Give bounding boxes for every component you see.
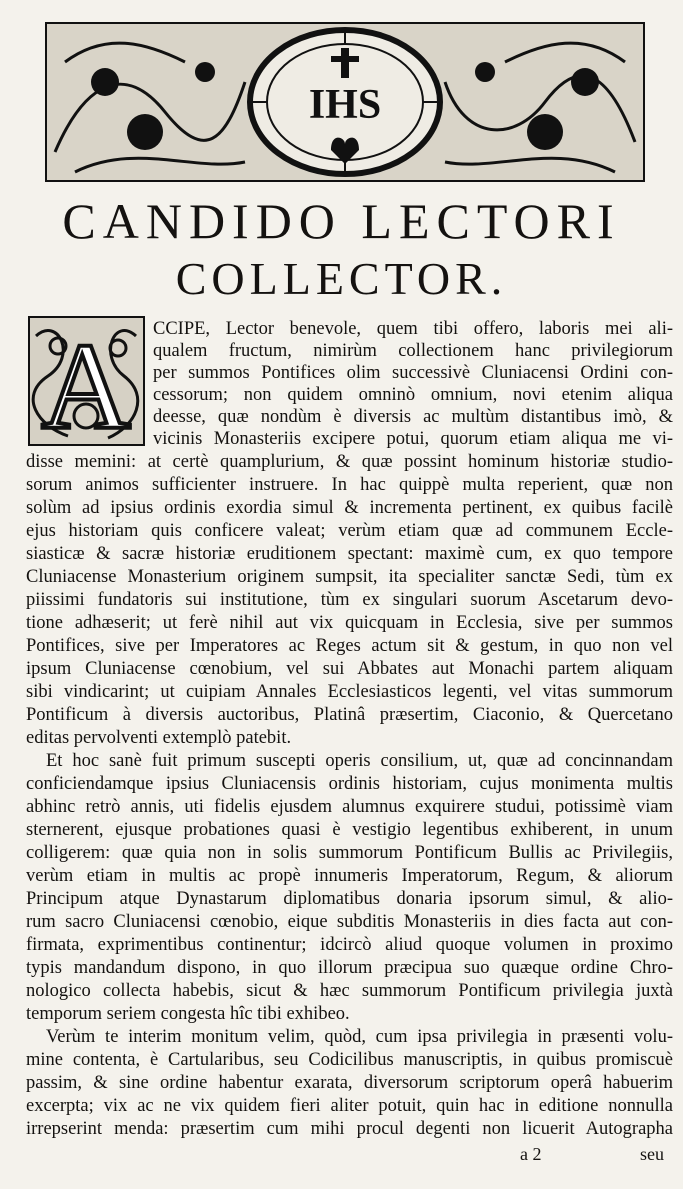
text-line: disse memini: at certè quamplurium, & quæ possint hominum historiæ studio- xyxy=(26,452,673,472)
text-line: tione adhæserit; ut ferè nihil aut vix quicquam in Ecclesia, sive per summos xyxy=(26,613,673,633)
text-line: Pontifices, sive per Imperatores ac Reges actum sit & gestum, in quo non vel xyxy=(26,636,673,656)
text-line: solùm ad ipsius ordinis exordia simul & incrementa pertinent, ex quibus facilè xyxy=(26,498,673,518)
catchword: seu xyxy=(640,1144,664,1164)
text-line: siasticæ & sacræ historiæ eruditionem spectant: maximè cum, ex quo tempore xyxy=(26,544,673,564)
text-line: nologico collecta habebis, sicut & hæc summorum Pontificum privilegia juxtà xyxy=(26,981,673,1001)
text-line: colligerem: quæ quia non in solis summorum Pontificum Bullis ac Privilegiis, xyxy=(26,843,673,863)
text-line: piissimi fundatoris sui institutione, tùm ex singulari suorum Ascetarum devo- xyxy=(26,590,673,610)
text-line: firmata, exprimentibus continentur; idcircò aliud quoque volumen in proximo xyxy=(26,935,673,955)
decorated-initial xyxy=(28,316,145,446)
ihs-monogram: IHS xyxy=(308,82,382,128)
text-line: irrepserint menda: præsertim cum mihi procul degenti non licuerit Autographa xyxy=(26,1119,673,1139)
text-line: Verùm te interim monitum velim, quòd, cum ipsa privilegia in præsenti volu- xyxy=(46,1027,673,1047)
text-line: typis mandandum dispono, in quo illorum præcipua suo quæque ordine Chro- xyxy=(26,958,673,978)
text-line: Principum atque Dynastarum diplomatibus donaria ipsorum simul, & alio- xyxy=(26,889,673,909)
text-line: cessorum; non quidem omninò omnium, novi etenim aliqua xyxy=(153,385,673,405)
text-line: CCIPE, Lector benevole, quem tibi offero, laboris mei ali- xyxy=(153,319,673,339)
text-line: abhinc retrò annis, uti fidelis ejusdem alumnus exquirere studui, potissimè viam xyxy=(26,797,673,817)
heading-line-2: COLLECTOR. xyxy=(175,253,508,304)
text-line: verùm etiam in multis ac propè innumeris Imperatorum, Regum, & aliorum xyxy=(26,866,673,886)
text-line: temporum seriem congesta hîc tibi exhibeo. xyxy=(26,1004,350,1024)
text-line: per summos Pontifices olim successivè Cluniacensi Ordini con- xyxy=(153,363,673,383)
initial-letter: A xyxy=(41,318,131,446)
text-line: ipsum Cluniacense cœnobium, vel sui Abbates aut Monachi partem aliquam xyxy=(26,659,673,679)
text-line: Pontificum à diversis auctoribus, Platinâ præsertim, Ciaconio, & Quercetano xyxy=(26,705,673,725)
text-line: rum sacro Cluniacensi cœnobio, eique subditis Monasteriis in dies facta aut con- xyxy=(26,912,673,932)
text-line: excerpta; vix ac ne vix quidem fieri aliter potuit, quin hac in editione nonnulla xyxy=(26,1096,673,1116)
text-line: vicinis Monasteriis excipere potui, quorum etiam aliqua me vi- xyxy=(153,429,673,449)
text-line: Et hoc sanè fuit primum suscepti operis consilium, ut, quæ ad concinnandam xyxy=(46,751,673,771)
text-line: deesse, quæ nondùm è diversis ac multùm distantibus imò, & xyxy=(153,407,673,427)
text-line: Cluniacense Monasterium originem sumpsit, ita specialiter sanctæ Sedi, tùm ex xyxy=(26,567,673,587)
text-line: sternerent, ejusque probationes quasi è vestigio legentibus exhiberent, in unum xyxy=(26,820,673,840)
heading-line-1: CANDIDO LECTORI xyxy=(62,193,621,249)
text-line: editas pervolventi extemplò patebit. xyxy=(26,728,292,748)
text-line: mine contenta, è Cartularibus, seu Codicilibus manuscriptis, in quibus promiscuè xyxy=(26,1050,673,1070)
text-line: sibi vindicarint; ut cuipiam Annales Ecclesiasticos legenti, vel vitas summorum xyxy=(26,682,673,702)
text-line: sorum animos sufficienter instruere. In hac quippè multa reperient, quæ non xyxy=(26,475,673,495)
text-line: ejus historiam quis conficere valeat; verùm etiam quæ ad communem Eccle- xyxy=(26,521,673,541)
text-line: conficiendamque ipsius Cluniacensis ordinis historiam, cujus monimenta multis xyxy=(26,774,673,794)
text-line: passim, & sine ordine habentur exarata, diversorum scriptorum operâ habuerim xyxy=(26,1073,673,1093)
text-line: qualem fructum, nimirùm collectionem hanc privilegiorum xyxy=(153,341,673,361)
ornamental-headpiece xyxy=(45,22,645,182)
signature-mark: a 2 xyxy=(520,1144,542,1164)
